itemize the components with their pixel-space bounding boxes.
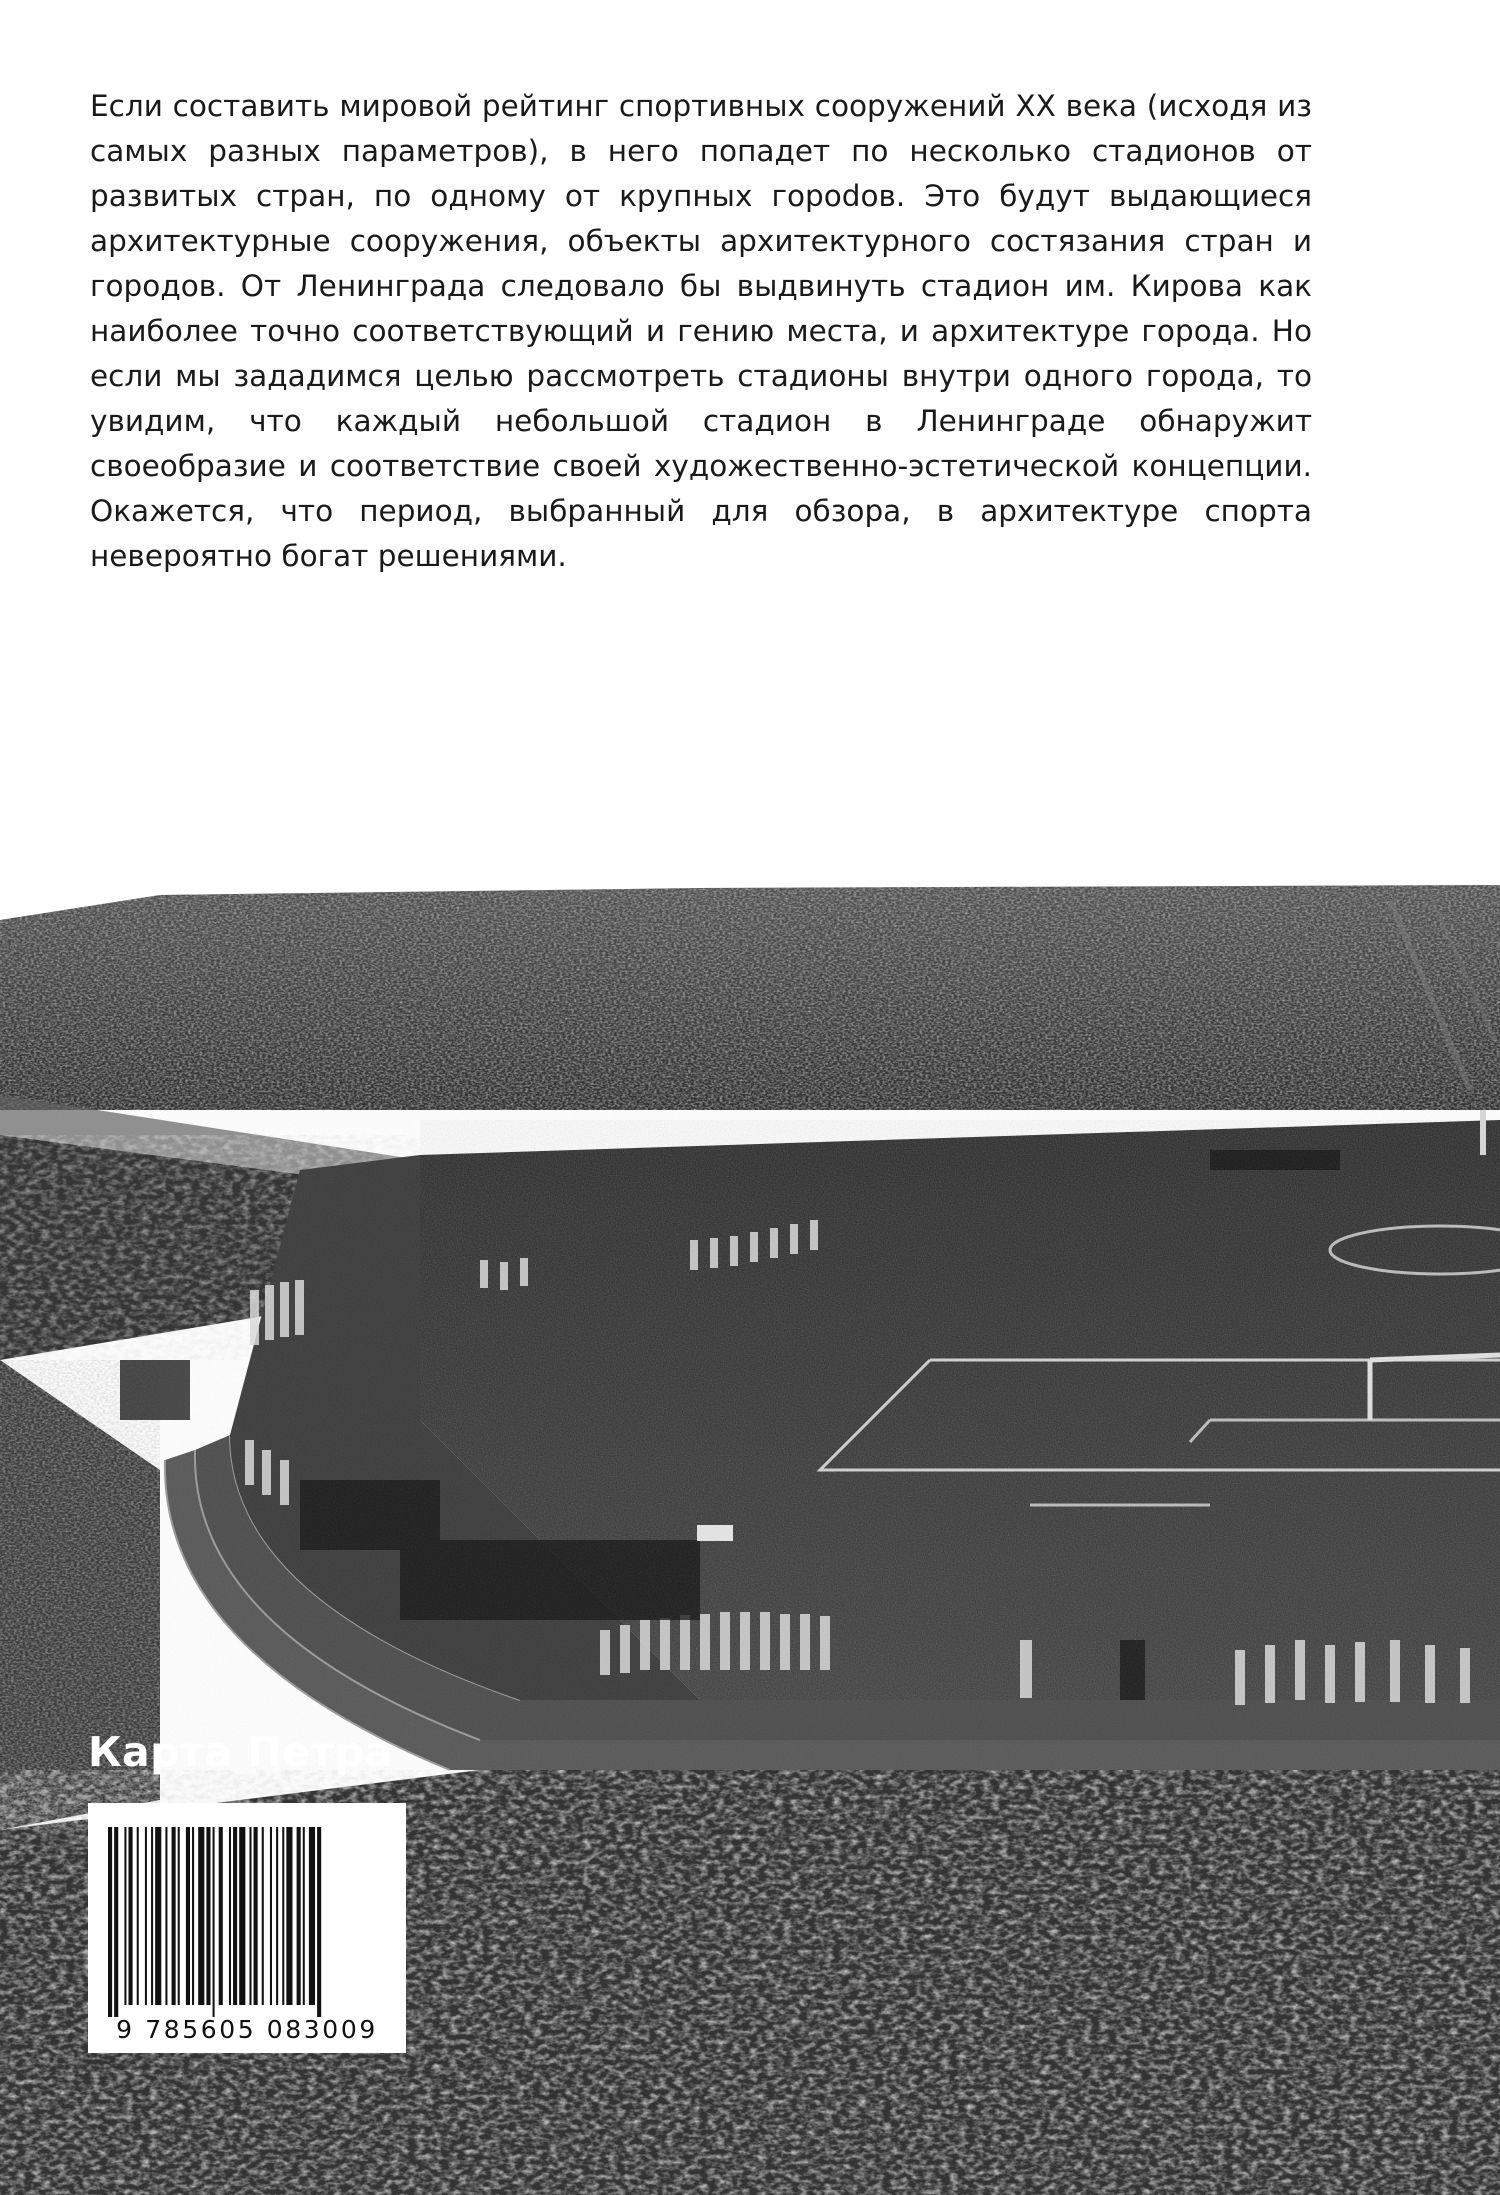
barcode-bar	[198, 1827, 204, 2005]
isbn-barcode	[88, 1803, 406, 2053]
barcode-bar	[233, 1827, 237, 2005]
cover-blurb-text: Если составить мировой рейтинг спортивных сооружений XX века (исходя из самых разных параметров), в него попадет по несколько стадионов от развитых стран, по одному от крупных гороdов. Это будут выдающиеся архитектурные сооружения, объекты архитектурного состязания стран и городов. От Ленинграда следовало бы выдвинуть стадион им. Кирова как наиболее точно соответствующий и гению места, и архитектуре города. Но если мы зададимся целью рассмотреть стадионы внутри одного города, то увидим, что каждый небольшой стадион в Ленинграде обнаружит своеобразие и соответствие своей художественно-эстетической концепции. Окажется, что период, выбранный для обзора, в архитектуре спорта невероятно богат решениями.	[90, 89, 1312, 573]
isbn-number: 9 785605 083009	[116, 2015, 378, 2044]
barcode-bar	[282, 1827, 284, 2005]
barcode-bar	[219, 1827, 223, 2005]
barcode-bar	[239, 1827, 245, 2005]
barcode-bar	[155, 1827, 161, 2005]
barcode-bar	[276, 1827, 278, 2005]
barcode-bar	[151, 1827, 153, 2005]
barcode-bar	[108, 1827, 112, 2017]
barcode-bar	[249, 1827, 251, 2005]
barcode-bar	[297, 1827, 301, 2005]
barcode-bar	[317, 1827, 321, 2017]
barcode-bar	[262, 1827, 264, 2005]
publisher-logo-text: Карта Петра	[88, 1728, 393, 1776]
barcode-bar	[129, 1827, 133, 2005]
barcode-bar	[254, 1827, 258, 2005]
barcode-bar	[303, 1827, 305, 2005]
barcode-bar	[186, 1827, 190, 2005]
barcode-bar	[229, 1827, 231, 2005]
barcode-bar	[309, 1827, 315, 2005]
barcode-bar	[145, 1827, 147, 2005]
barcode-bar	[165, 1827, 167, 2005]
barcode-bar	[270, 1827, 272, 2005]
barcode-bar	[172, 1827, 176, 2005]
barcode-bar	[178, 1827, 180, 2005]
barcode-bar	[213, 1827, 215, 2017]
barcode-bar	[206, 1827, 210, 2005]
barcode-bar	[286, 1827, 292, 2005]
barcode-bar	[137, 1827, 139, 2005]
barcode-bar	[124, 1827, 126, 2005]
barcode-bars	[104, 1827, 390, 2017]
barcode-bar	[192, 1827, 194, 2005]
barcode-bar	[114, 1827, 118, 2017]
